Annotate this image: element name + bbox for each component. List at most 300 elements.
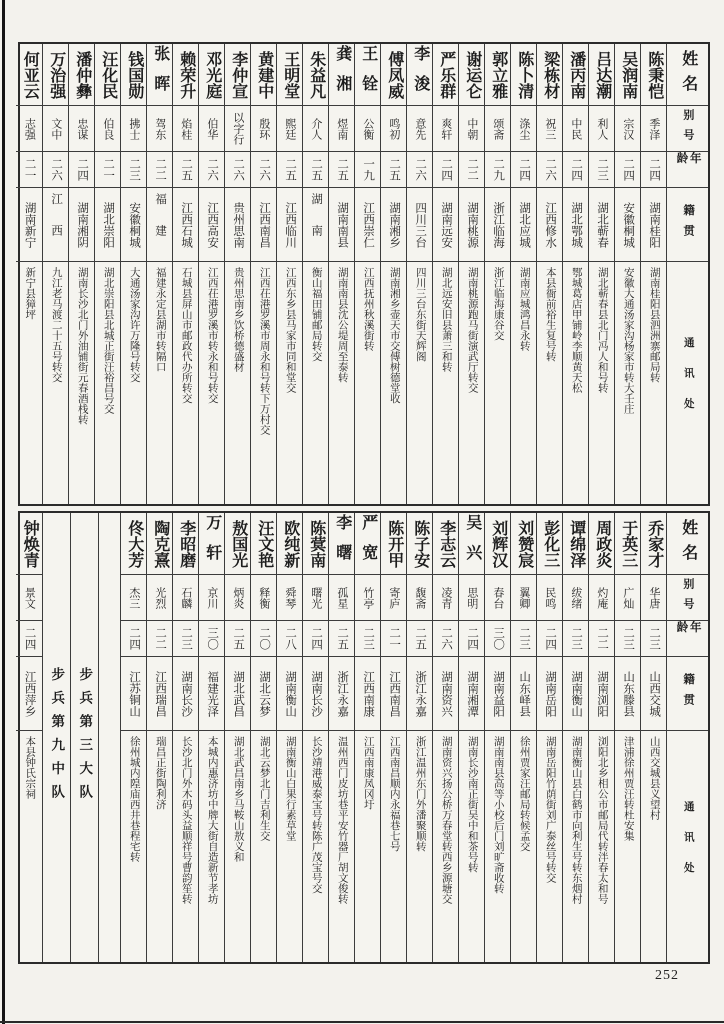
entry-column bbox=[432, 513, 458, 962]
entry-native: 湖南浏阳 bbox=[589, 657, 614, 731]
entry-native: 江苏铜山 bbox=[121, 657, 146, 731]
entry-address: 江西东乡县马家市同和堂交 bbox=[284, 267, 296, 393]
entry-address: 九江老马渡二十五号转交 bbox=[50, 267, 62, 383]
entry-age: 二四 bbox=[563, 152, 588, 188]
entry-column bbox=[510, 513, 536, 962]
entry-address: 湖南资兴扬公桥万春堂转西乡源塘交 bbox=[440, 736, 452, 904]
entry-address: 山西交城县义望村 bbox=[648, 736, 660, 820]
entry-address: 江西南康凤冈圩 bbox=[362, 736, 374, 810]
entry-native: 湖北武昌 bbox=[225, 657, 250, 731]
entry-address: 石城县屏山市邮政代办所转交 bbox=[180, 267, 192, 404]
entry-column bbox=[354, 513, 380, 962]
entry-alias: 广灿 bbox=[615, 575, 640, 621]
entry-age: 二五 bbox=[407, 621, 432, 657]
header-native: 籍贯 bbox=[667, 657, 708, 731]
entry-age: 二三 bbox=[355, 621, 380, 657]
entry-age: 二四 bbox=[459, 621, 484, 657]
entry-native: 湖北云梦 bbox=[251, 657, 276, 731]
entry-native: 江西南康 bbox=[355, 657, 380, 731]
entry-address: 本县衙前裕生复号转 bbox=[544, 267, 556, 362]
entry-age: 二九 bbox=[485, 152, 510, 188]
entry-name: 陈卜清 bbox=[511, 44, 536, 106]
entry-name: 陈开甲 bbox=[381, 513, 406, 575]
entry-address: 湖南衡山白果行素草堂 bbox=[284, 736, 296, 841]
entry-column bbox=[614, 44, 640, 504]
entry-age: 二六 bbox=[225, 152, 250, 188]
entry-address: 津浦徐州贾汪转杜安集 bbox=[622, 736, 634, 841]
entry-age: 二二 bbox=[147, 152, 172, 188]
entry-address: 湖北蕲春县北门冯人和号转 bbox=[596, 267, 608, 393]
entry-age: 二五 bbox=[225, 621, 250, 657]
entry-native: 湖南长沙 bbox=[173, 657, 198, 731]
entry-address: 江西茌港罗溪市周永和号转下万村交 bbox=[258, 267, 270, 435]
entry-column bbox=[198, 513, 224, 962]
entry-column bbox=[172, 513, 198, 962]
header-age: 年龄 bbox=[667, 621, 708, 657]
entry-native: 湖北应城 bbox=[511, 188, 536, 262]
entry-age: 二五 bbox=[329, 621, 354, 657]
entry-alias: 伯良 bbox=[95, 106, 120, 152]
entry-address: 湖南桃源跑马街演武厅转交 bbox=[466, 267, 478, 393]
entry-native: 江西南昌 bbox=[251, 188, 276, 262]
entry-address: 新宁县獐坪 bbox=[24, 267, 36, 320]
entry-alias: 竹亭 bbox=[355, 575, 380, 621]
page-number: 252 bbox=[655, 968, 679, 983]
entry-alias: 鸣初 bbox=[381, 106, 406, 152]
unit-column bbox=[42, 513, 70, 962]
entry-column bbox=[276, 44, 302, 504]
entry-column bbox=[68, 44, 94, 504]
entry-column bbox=[380, 513, 406, 962]
entry-name: 敖国光 bbox=[225, 513, 250, 575]
entry-age: 二四 bbox=[511, 152, 536, 188]
entry-column bbox=[146, 44, 172, 504]
entry-alias: 季泽 bbox=[641, 106, 666, 152]
header-alias: 别号 bbox=[667, 106, 708, 152]
entry-age: 二四 bbox=[16, 621, 42, 657]
entry-native: 四川三台 bbox=[407, 188, 432, 262]
entry-age: 二五 bbox=[329, 152, 354, 188]
entry-native: 江西高安 bbox=[199, 188, 224, 262]
entry-native: 贵州思南 bbox=[225, 188, 250, 262]
entry-alias: 殷环 bbox=[251, 106, 276, 152]
entry-name: 严乐群 bbox=[433, 44, 458, 106]
entry-alias: 舜琴 bbox=[277, 575, 302, 621]
entry-native: 山东滕县 bbox=[615, 657, 640, 731]
entry-address: 温州西门皮坊巷平安竹器厂胡文俊转 bbox=[336, 736, 348, 904]
entry-native: 湖南 bbox=[303, 188, 328, 262]
entry-native: 江西临川 bbox=[277, 188, 302, 262]
header-column bbox=[666, 513, 708, 962]
entry-address: 衡山福田铺邮局转交 bbox=[310, 267, 322, 362]
entry-column bbox=[640, 513, 666, 962]
entry-native: 安徽桐城 bbox=[615, 188, 640, 262]
entry-column bbox=[614, 513, 640, 962]
entry-alias: 中民 bbox=[563, 106, 588, 152]
entry-alias: 焰桂 bbox=[173, 106, 198, 152]
directory-table-top bbox=[18, 42, 710, 506]
entry-address: 湖北云梦北门吉利生交 bbox=[258, 736, 270, 841]
entry-column bbox=[276, 513, 302, 962]
entry-address: 鄂城葛店甲铺岭李顺黄天松 bbox=[570, 267, 582, 393]
entry-age: 二五 bbox=[173, 152, 198, 188]
entry-column bbox=[120, 513, 146, 962]
entry-native: 湖南湘阴 bbox=[69, 188, 94, 262]
entry-name: 刘辉汉 bbox=[485, 513, 510, 575]
entry-native: 江西 bbox=[43, 188, 68, 262]
entry-age: 二四 bbox=[303, 621, 328, 657]
entry-column bbox=[354, 44, 380, 504]
entry-address: 徐州城内隍庙西井巷程宅转 bbox=[128, 736, 140, 862]
entry-native: 湖南新宁 bbox=[16, 188, 42, 262]
entry-column bbox=[172, 44, 198, 504]
entry-column bbox=[484, 44, 510, 504]
entry-alias: 颂斋 bbox=[485, 106, 510, 152]
entry-name: 钟焕青 bbox=[16, 513, 42, 575]
entry-name: 欧纯新 bbox=[277, 513, 302, 575]
entry-name: 龚湘 bbox=[329, 44, 354, 106]
entry-name: 于英三 bbox=[615, 513, 640, 575]
entry-age: 二三 bbox=[121, 152, 146, 188]
entry-column bbox=[536, 44, 562, 504]
entry-alias: 伯华 bbox=[199, 106, 224, 152]
entry-age: 二三 bbox=[589, 152, 614, 188]
entry-name: 汪文艳 bbox=[251, 513, 276, 575]
entry-age: 二二 bbox=[589, 621, 614, 657]
entry-address: 安徽大通汤家沟杨家市转大壬庄 bbox=[622, 267, 634, 414]
entry-native: 安徽桐城 bbox=[121, 188, 146, 262]
entry-column bbox=[146, 513, 172, 962]
entry-native: 浙江永嘉 bbox=[407, 657, 432, 731]
entry-alias: 灼庵 bbox=[589, 575, 614, 621]
entry-native: 福建光泽 bbox=[199, 657, 224, 731]
unit-column bbox=[70, 513, 98, 962]
blank-column bbox=[98, 513, 120, 962]
entry-name: 赖荣升 bbox=[173, 44, 198, 106]
entry-name: 汪化民 bbox=[95, 44, 120, 106]
entry-age: 二三 bbox=[173, 621, 198, 657]
entry-native: 湖南衡山 bbox=[563, 657, 588, 731]
entry-age: 二六 bbox=[537, 152, 562, 188]
entry-native: 湖北蕲春 bbox=[589, 188, 614, 262]
entry-alias: 忠谋 bbox=[69, 106, 94, 152]
entry-name: 陶克熹 bbox=[147, 513, 172, 575]
entry-address: 江西茌港罗溪市转永和号转交 bbox=[206, 267, 218, 404]
entry-column bbox=[458, 513, 484, 962]
entry-address: 长沙靖港威泰宝号转陈广茂宝号交 bbox=[310, 736, 322, 894]
entry-alias: 石麟 bbox=[173, 575, 198, 621]
entry-address: 本县钟氏宗祠 bbox=[24, 736, 36, 799]
entry-age: 三〇 bbox=[199, 621, 224, 657]
entry-age: 二二 bbox=[147, 621, 172, 657]
entry-alias: 绂绪 bbox=[563, 575, 588, 621]
entry-name: 谢运仑 bbox=[459, 44, 484, 106]
entry-address: 本城内惠济坊中牌大街自造新节孝坊 bbox=[206, 736, 218, 904]
entry-address: 湖南桂阳县泗洲寨邮局转 bbox=[648, 267, 660, 383]
entry-column bbox=[380, 44, 406, 504]
entry-name: 李志云 bbox=[433, 513, 458, 575]
entry-column bbox=[224, 513, 250, 962]
entry-age: 二三 bbox=[615, 621, 640, 657]
entry-age: 二一 bbox=[95, 152, 120, 188]
entry-age: 二一 bbox=[381, 621, 406, 657]
entry-age: 二一 bbox=[16, 152, 42, 188]
entry-native: 湖北鄂城 bbox=[563, 188, 588, 262]
entry-name: 吕达潮 bbox=[589, 44, 614, 106]
entry-native: 湖南南县 bbox=[329, 188, 354, 262]
entry-name: 彭化三 bbox=[537, 513, 562, 575]
entry-address: 湖南南县沈公堤周至泰转 bbox=[336, 267, 348, 383]
entry-alias: 介人 bbox=[303, 106, 328, 152]
entry-native: 江西南昌 bbox=[381, 657, 406, 731]
entry-native: 湖南湘潭 bbox=[459, 657, 484, 731]
entry-age: 三〇 bbox=[485, 621, 510, 657]
entry-name: 周政炎 bbox=[589, 513, 614, 575]
entry-name: 刘赞宸 bbox=[511, 513, 536, 575]
unit-label: 步兵第三大队 bbox=[77, 667, 93, 808]
entry-age: 二四 bbox=[641, 152, 666, 188]
entry-name: 佟大芳 bbox=[121, 513, 146, 575]
entry-alias: 爽轩 bbox=[433, 106, 458, 152]
entry-native: 湖南桃源 bbox=[459, 188, 484, 262]
entry-alias: 利人 bbox=[589, 106, 614, 152]
entry-alias: 中朝 bbox=[459, 106, 484, 152]
header-alias: 别号 bbox=[667, 575, 708, 621]
entry-native: 山东峄县 bbox=[511, 657, 536, 731]
entry-column bbox=[94, 44, 120, 504]
entry-address: 福建永定县湖市转隔口 bbox=[154, 267, 166, 372]
entry-age: 二三 bbox=[641, 621, 666, 657]
entry-name: 何亚云 bbox=[16, 44, 42, 106]
entry-column bbox=[302, 513, 328, 962]
entry-name: 吴润南 bbox=[615, 44, 640, 106]
entry-alias: 凌青 bbox=[433, 575, 458, 621]
entry-name: 潘丙南 bbox=[563, 44, 588, 106]
entry-name: 陈蓂南 bbox=[303, 513, 328, 575]
entry-address: 湖南衡山县白鹤市向利生号转东烟村 bbox=[570, 736, 582, 904]
entry-age: 二六 bbox=[251, 152, 276, 188]
entry-age: 二四 bbox=[615, 152, 640, 188]
entry-alias: 民鸣 bbox=[537, 575, 562, 621]
entry-address: 湖南南县高等小校后门刘旷斋收转 bbox=[492, 736, 504, 894]
entry-name: 潘仲彝 bbox=[69, 44, 94, 106]
entry-native: 湖南湘乡 bbox=[381, 188, 406, 262]
entry-address: 浏阳北乡相公市邮局代转泮春太和号 bbox=[596, 736, 608, 904]
entry-alias: 志强 bbox=[16, 106, 42, 152]
header-native: 籍贯 bbox=[667, 188, 708, 262]
entry-column bbox=[42, 44, 68, 504]
entry-address: 浙江温州东门外潘聚顺转 bbox=[414, 736, 426, 852]
entry-alias: 公衡 bbox=[355, 106, 380, 152]
entry-alias: 华唐 bbox=[641, 575, 666, 621]
entry-age: 二五 bbox=[277, 152, 302, 188]
entry-column bbox=[328, 513, 354, 962]
entry-age: 二五 bbox=[381, 152, 406, 188]
entry-alias: 炳炎 bbox=[225, 575, 250, 621]
entry-native: 江西崇仁 bbox=[355, 188, 380, 262]
entry-alias: 祝三 bbox=[537, 106, 562, 152]
entry-alias: 拂士 bbox=[121, 106, 146, 152]
entry-column bbox=[224, 44, 250, 504]
entry-name: 陈秉恺 bbox=[641, 44, 666, 106]
entry-age: 二三 bbox=[563, 621, 588, 657]
header-address: 通讯处 bbox=[682, 800, 694, 893]
scan-edge-bottom bbox=[0, 1021, 724, 1023]
entry-alias: 驾东 bbox=[147, 106, 172, 152]
entry-column bbox=[458, 44, 484, 504]
entry-alias: 煜南 bbox=[329, 106, 354, 152]
entry-address: 江西抚州秋溪街转 bbox=[362, 267, 374, 351]
entry-name: 朱益凡 bbox=[303, 44, 328, 106]
entry-alias: 翼卿 bbox=[511, 575, 536, 621]
header-age: 年龄 bbox=[667, 152, 708, 188]
entry-native: 江西修水 bbox=[537, 188, 562, 262]
entry-address: 湖北武昌南乡马鞍山敖义和 bbox=[232, 736, 244, 862]
entry-address: 江西南昌顺内永福巷七号 bbox=[388, 736, 400, 852]
entry-column bbox=[588, 513, 614, 962]
entry-column bbox=[562, 44, 588, 504]
entry-column bbox=[588, 44, 614, 504]
entry-name: 傅凤威 bbox=[381, 44, 406, 106]
entry-native: 湖南衡山 bbox=[277, 657, 302, 731]
entry-native: 浙江临海 bbox=[485, 188, 510, 262]
entry-alias: 涤尘 bbox=[511, 106, 536, 152]
entry-alias: 曙光 bbox=[303, 575, 328, 621]
entry-alias: 以字行 bbox=[225, 106, 250, 152]
entry-column bbox=[406, 44, 432, 504]
entry-column bbox=[432, 44, 458, 504]
entry-alias: 景文 bbox=[16, 575, 42, 621]
entry-column bbox=[198, 44, 224, 504]
entry-address: 湖南长沙南正街吴中和茶号转 bbox=[466, 736, 478, 873]
header-address: 通讯处 bbox=[682, 337, 694, 429]
entry-native: 湖南益阳 bbox=[485, 657, 510, 731]
entry-name: 陈子安 bbox=[407, 513, 432, 575]
entry-age: 二五 bbox=[303, 152, 328, 188]
header-name: 姓名 bbox=[667, 513, 708, 575]
entry-age: 二四 bbox=[433, 152, 458, 188]
entry-name: 王明堂 bbox=[277, 44, 302, 106]
entry-alias: 思明 bbox=[459, 575, 484, 621]
entry-address: 浙江临海康谷交 bbox=[492, 267, 504, 341]
entry-alias: 春台 bbox=[485, 575, 510, 621]
entry-address: 湖南应城鸿昌永转 bbox=[518, 267, 530, 351]
entry-column bbox=[250, 513, 276, 962]
entry-native: 湖北崇阳 bbox=[95, 188, 120, 262]
entry-address: 湖北远安旧县萧三和转 bbox=[440, 267, 452, 372]
entry-address: 贵州思南乡饮桥德盛材 bbox=[232, 267, 244, 372]
entry-alias: 京川 bbox=[199, 575, 224, 621]
entry-alias: 孤星 bbox=[329, 575, 354, 621]
entry-name: 张晖 bbox=[147, 44, 172, 106]
entry-alias: 寄庐 bbox=[381, 575, 406, 621]
entry-name: 李浚 bbox=[407, 44, 432, 106]
entry-native: 山西交城 bbox=[641, 657, 666, 731]
entry-name: 万轩 bbox=[199, 513, 224, 575]
entry-column bbox=[510, 44, 536, 504]
entry-age: 二六 bbox=[433, 621, 458, 657]
entry-native: 湖南远安 bbox=[433, 188, 458, 262]
entry-address: 大通汤家沟许万隆号转交 bbox=[128, 267, 140, 383]
entry-column bbox=[328, 44, 354, 504]
entry-column bbox=[640, 44, 666, 504]
entry-name: 王铨 bbox=[355, 44, 380, 106]
entry-age: 二六 bbox=[199, 152, 224, 188]
entry-age: 二八 bbox=[277, 621, 302, 657]
entry-name: 梁栋材 bbox=[537, 44, 562, 106]
scan-edge-left bbox=[2, 0, 5, 1024]
entry-address: 徐州贾家汪邮局转候孟交 bbox=[518, 736, 530, 852]
entry-alias: 文中 bbox=[43, 106, 68, 152]
entry-alias: 杰三 bbox=[121, 575, 146, 621]
entry-alias: 光烈 bbox=[147, 575, 172, 621]
entry-name: 郭立雅 bbox=[485, 44, 510, 106]
entry-age: 二六 bbox=[43, 152, 68, 188]
entry-native: 江西萍乡 bbox=[16, 657, 42, 731]
entry-column bbox=[120, 44, 146, 504]
entry-native: 湖南长沙 bbox=[303, 657, 328, 731]
entry-name: 钱国勋 bbox=[121, 44, 146, 106]
header-name: 姓名 bbox=[667, 44, 708, 106]
entry-name: 李昭磨 bbox=[173, 513, 198, 575]
entry-column bbox=[302, 44, 328, 504]
entry-address: 湖南湘乡壶天市交傅树德堂收 bbox=[388, 267, 400, 404]
entry-name: 吴兴 bbox=[459, 513, 484, 575]
entry-age: 二三 bbox=[511, 621, 536, 657]
header-column bbox=[666, 44, 708, 504]
entry-native: 福建 bbox=[147, 188, 172, 262]
entry-address: 湖南长沙北门外油铺街元春酒栈转 bbox=[76, 267, 88, 425]
entry-age: 一九 bbox=[355, 152, 380, 188]
entry-age: 二六 bbox=[407, 152, 432, 188]
entry-address: 湖南岳阳竹荫街刘广泰丝号转交 bbox=[544, 736, 556, 883]
entry-age: 二四 bbox=[537, 621, 562, 657]
entry-name: 万治强 bbox=[43, 44, 68, 106]
entry-alias: 宗汉 bbox=[615, 106, 640, 152]
entry-age: 二四 bbox=[69, 152, 94, 188]
entry-column bbox=[562, 513, 588, 962]
entry-name: 李仲宣 bbox=[225, 44, 250, 106]
entry-native: 湖南桂阳 bbox=[641, 188, 666, 262]
entry-age: 二二 bbox=[459, 152, 484, 188]
entry-native: 江西瑞昌 bbox=[147, 657, 172, 731]
entry-address: 长沙北门外木码头益顺祥号曹韵笙转 bbox=[180, 736, 192, 904]
entry-address: 湖北崇阳县北城正街汪裕昌号交 bbox=[102, 267, 114, 414]
entry-native: 湖南资兴 bbox=[433, 657, 458, 731]
entry-column bbox=[16, 44, 42, 504]
directory-table-bottom bbox=[18, 511, 710, 964]
entry-name: 黄建中 bbox=[251, 44, 276, 106]
entry-address: 瑞昌正街陶利济 bbox=[154, 736, 166, 810]
entry-age: 二四 bbox=[121, 621, 146, 657]
entry-column bbox=[536, 513, 562, 962]
entry-age: 二〇 bbox=[251, 621, 276, 657]
entry-name: 李曙 bbox=[329, 513, 354, 575]
entry-column bbox=[406, 513, 432, 962]
entry-native: 浙江永嘉 bbox=[329, 657, 354, 731]
unit-label: 步兵第九中队 bbox=[49, 667, 65, 808]
entry-alias: 意先 bbox=[407, 106, 432, 152]
entry-name: 严宽 bbox=[355, 513, 380, 575]
entry-alias: 熙廷 bbox=[277, 106, 302, 152]
entry-address: 四川三台东街天辉阁 bbox=[414, 267, 426, 362]
entry-column bbox=[16, 513, 42, 962]
entry-native: 湖南岳阳 bbox=[537, 657, 562, 731]
entry-name: 乔家才 bbox=[641, 513, 666, 575]
entry-column bbox=[484, 513, 510, 962]
entry-name: 谭绵泽 bbox=[563, 513, 588, 575]
entry-alias: 馥斋 bbox=[407, 575, 432, 621]
